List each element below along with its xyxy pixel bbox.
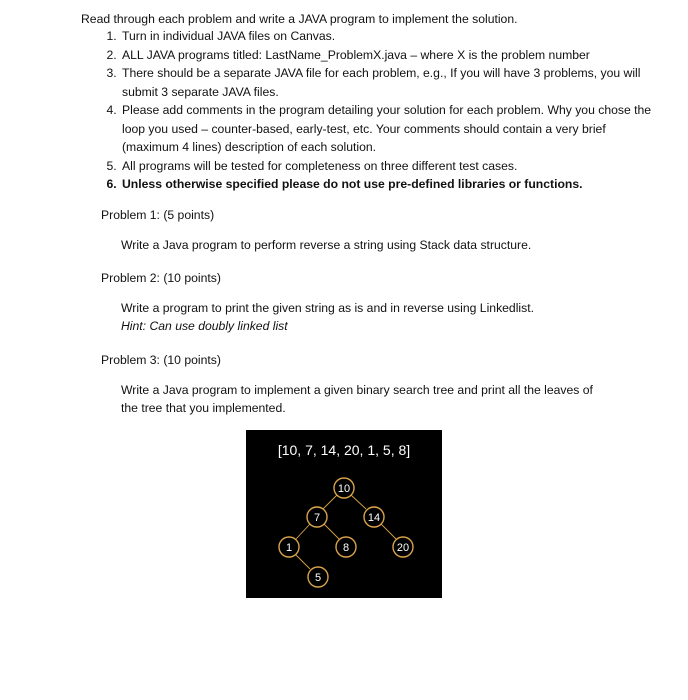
problem-3-text: Write a Java program to implement a given binary search tree and print all the leaves of the tree that you implemented.	[121, 383, 593, 415]
instruction-item: 4. Please add comments in the program detailing your solution for each problem. Why you chose the loop you used – counter-based, early-test, etc. Your comments should contain a very brief (maximum 4 lines) description of each solution.	[120, 101, 660, 157]
tree-node-10	[334, 478, 354, 498]
svg-text:20: 20	[396, 542, 410, 554]
tree-diagram	[246, 430, 442, 598]
tree-array-label: [10, 7, 14, 20, 1, 5, 8]	[277, 442, 411, 458]
instruction-item: 3. There should be a separate JAVA file for each problem, e.g., If you will have 3 problems, you will submit 3 separate JAVA files.	[120, 64, 660, 101]
tree-node-14	[364, 507, 384, 527]
tree-node-20	[393, 537, 413, 557]
svg-text:14: 14	[367, 512, 381, 524]
instruction-item: 5. All programs will be tested for completeness on three different test cases.	[120, 157, 660, 176]
svg-text:10: 10	[337, 483, 351, 495]
tree-node-7	[307, 507, 327, 527]
instruction-item-bold: 6. Unless otherwise specified please do not use pre-defined libraries or functions.	[120, 175, 660, 194]
tree-edge	[295, 554, 310, 569]
tree-edge	[296, 524, 310, 539]
binary-search-tree-figure	[246, 430, 442, 598]
tree-edge	[381, 524, 396, 539]
tree-edge	[324, 524, 339, 539]
tree-node-8	[336, 537, 356, 557]
instruction-item: 2. ALL JAVA programs titled: LastName_ProblemX.java – where X is the problem number	[120, 46, 660, 65]
problem-2-hint: Hint: Can use doubly linked list	[121, 319, 288, 333]
problem-2-heading: Problem 2: (10 points)	[101, 271, 221, 285]
svg-text:1: 1	[285, 542, 293, 554]
svg-text:7: 7	[313, 512, 321, 524]
instruction-item: 1. Turn in individual JAVA files on Canvas.	[120, 27, 660, 46]
svg-text:8: 8	[342, 542, 350, 554]
problem-1-heading: Problem 1: (5 points)	[101, 208, 215, 222]
problem-2-text: Write a program to print the given string as is and in reverse using Linkedlist.	[121, 301, 534, 315]
problem-3-heading: Problem 3: (10 points)	[101, 353, 221, 367]
svg-text:5: 5	[314, 572, 322, 584]
intro-text: Read through each problem and write a JAVA program to implement the solution.	[81, 12, 518, 26]
tree-edge	[351, 495, 366, 509]
tree-node-1	[279, 537, 299, 557]
tree-node-5	[308, 567, 328, 587]
tree-edge	[323, 495, 337, 509]
problem-1-text: Write a Java program to perform reverse a string using Stack data structure.	[121, 238, 532, 252]
instructions-list	[82, 27, 660, 194]
